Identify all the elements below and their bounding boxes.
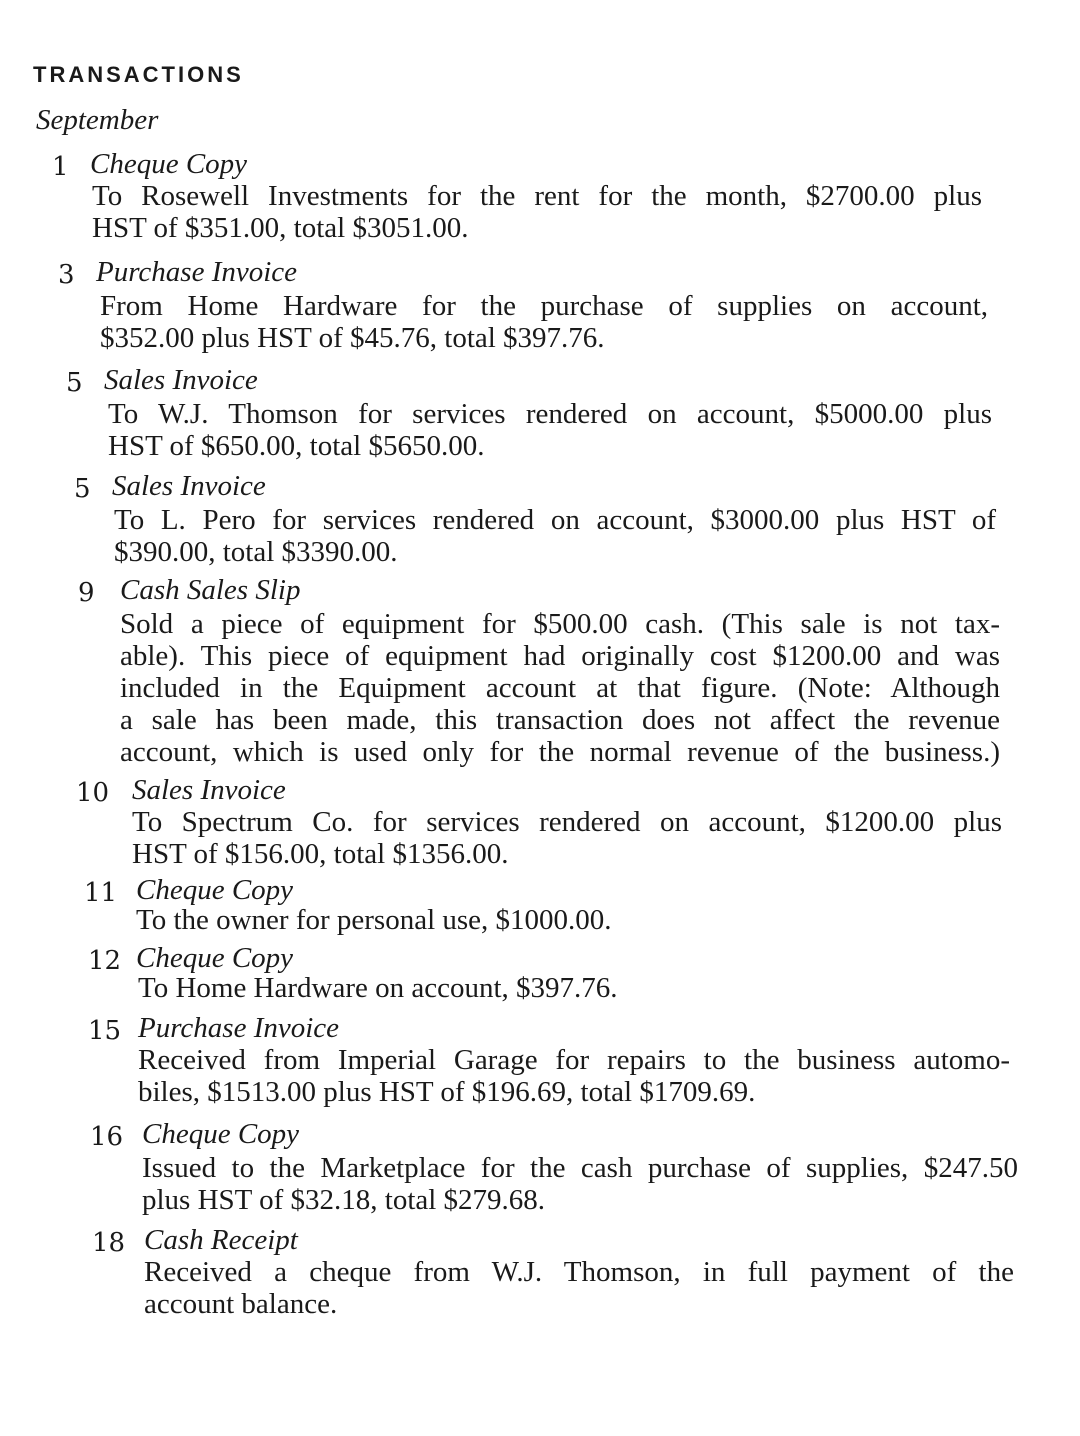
transaction-document-type: Sales Invoice [104, 364, 258, 396]
description-line: $390.00, total $3390.00. [114, 536, 398, 568]
description-line: Received a cheque from W.J. Thomson, in full payment of the [144, 1256, 1014, 1288]
month-label: September [36, 104, 159, 136]
description-line: To Home Hardware on account, $397.76. [138, 972, 618, 1004]
description-line: HST of $156.00, total $1356.00. [132, 838, 509, 870]
transaction-day: 11 [84, 878, 118, 908]
transaction-description [120, 608, 1000, 768]
transaction-description [138, 972, 998, 1004]
transaction-day: 5 [74, 474, 91, 504]
description-line: a sale has been made, this transaction does not affect the revenue [120, 704, 1000, 736]
transaction-document-type: Cheque Copy [90, 148, 248, 180]
transaction-day: 5 [66, 368, 83, 398]
transaction-day: 16 [90, 1122, 124, 1152]
description-line: To L. Pero for services rendered on account, $3000.00 plus HST of [114, 504, 996, 536]
description-line: From Home Hardware for the purchase of supplies on account, [100, 290, 988, 322]
transaction-description [100, 290, 988, 354]
description-line: account balance. [144, 1288, 338, 1320]
description-line: able). This piece of equipment had originally cost $1200.00 and was [120, 640, 1000, 672]
description-line: biles, $1513.00 plus HST of $196.69, total $1709.69. [138, 1076, 756, 1108]
transaction-description [92, 180, 982, 244]
transaction-description [142, 1152, 1018, 1216]
transaction-description [144, 1256, 1014, 1320]
description-line: included in the Equipment account at that figure. (Note: Although [120, 672, 1000, 704]
transaction-document-type: Cheque Copy [142, 1118, 300, 1150]
transaction-document-type: Sales Invoice [112, 470, 266, 502]
transaction-description [114, 504, 996, 568]
description-line: HST of $650.00, total $5650.00. [108, 430, 485, 462]
transaction-description [136, 904, 996, 936]
description-line: To W.J. Thomson for services rendered on account, $5000.00 plus [108, 398, 992, 430]
transaction-description [138, 1044, 1010, 1108]
description-line: Received from Imperial Garage for repairs to the business automo- [138, 1044, 1010, 1076]
transaction-document-type: Sales Invoice [132, 774, 286, 806]
description-line: To the owner for personal use, $1000.00. [136, 904, 612, 936]
description-line: $352.00 plus HST of $45.76, total $397.76. [100, 322, 605, 354]
description-line: account, which is used only for the normal revenue of the business.) [120, 736, 1000, 768]
description-line: HST of $351.00, total $3051.00. [92, 212, 469, 244]
transaction-day: 10 [76, 778, 110, 808]
transaction-document-type: Cheque Copy [136, 942, 294, 974]
description-line: To Spectrum Co. for services rendered on account, $1200.00 plus [132, 806, 1002, 838]
transaction-document-type: Purchase Invoice [138, 1012, 340, 1044]
transaction-document-type: Cheque Copy [136, 874, 294, 906]
transaction-day: 15 [88, 1016, 122, 1046]
description-line: Sold a piece of equipment for $500.00 cash. (This sale is not tax- [120, 608, 1000, 640]
transaction-day: 12 [88, 946, 122, 976]
transaction-document-type: Cash Sales Slip [120, 574, 301, 606]
description-line: To Rosewell Investments for the rent for the month, $2700.00 plus [92, 180, 982, 212]
transaction-day: 3 [58, 260, 75, 290]
description-line: plus HST of $32.18, total $279.68. [142, 1184, 546, 1216]
transaction-description [132, 806, 1002, 870]
transaction-document-type: Purchase Invoice [96, 256, 298, 288]
section-heading: TRANSACTIONS [33, 62, 244, 87]
description-line: Issued to the Marketplace for the cash purchase of supplies, $247.50 [142, 1152, 1018, 1184]
transaction-day: 9 [78, 578, 95, 608]
transaction-day: 1 [52, 152, 69, 182]
transaction-day: 18 [92, 1228, 126, 1258]
transaction-description [108, 398, 992, 462]
transaction-document-type: Cash Receipt [144, 1224, 298, 1256]
